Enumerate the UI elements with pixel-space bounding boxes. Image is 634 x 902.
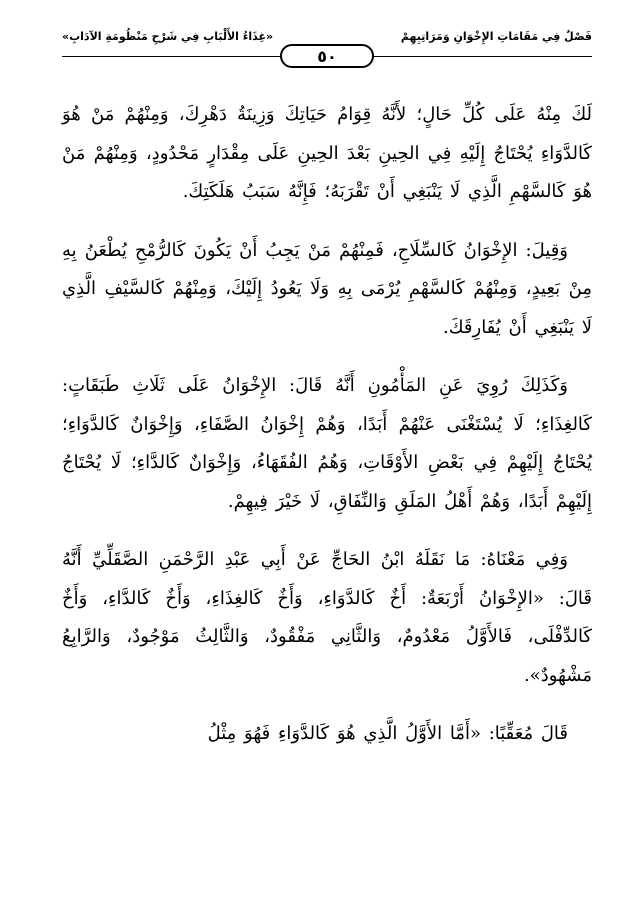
paragraph-text: قَالَ مُعَقِّبًا: «أَمَّا الأَوَّلُ الَّذِي هُوَ كَالدَّوَاءِ فَهُوَ مِثْلُ	[207, 723, 568, 744]
paragraph-text: وَقِيلَ: الإِخْوَانُ كَالسِّلَاحِ، فَمِنْهُمْ مَنْ يَجِبُ أَنْ يَكُونَ كَالرُّمْحِ يُطْعَنُ بِهِ مِنْ بَعِيدٍ، وَمِنْهُمْ كَالسَّهْمِ يُرْمَى بِهِ وَلَا يَعُودُ إِلَيْكَ، وَمِنْهُمْ كَالسَّيْفِ الَّذِي لَا يَنْبَغِي أَنْ يُفَارِقَكَ.	[62, 239, 592, 338]
paragraph	[62, 96, 592, 212]
book-title: «غِذَاءُ الأَلْبَابِ فِي شَرْحِ مَنْظُومَةِ الآدَابِ»	[62, 30, 274, 43]
paragraph	[62, 541, 592, 695]
paragraph	[62, 715, 592, 754]
paragraph-text: وَفِي مَعْنَاهُ: مَا نَقَلَهُ ابْنُ الحَاجِّ عَنْ أَبِي عَبْدِ الرَّحْمَنِ الصَّقَلِّيِّ أَنَّهُ قَالَ: «الإِخْوَانُ أَرْبَعَةٌ: أَخٌ كَالدَّوَاءِ، وَأَخٌ كَالغِذَاءِ، وَأَخٌ كَالدَّاءِ، وَأَخٌ كَالدِّفْلَى، فَالأَوَّلُ مَعْدُومٌ، وَالثَّانِي مَفْقُودٌ، وَالثَّالِثُ مَوْجُودٌ، وَالرَّابِعُ مَشْهُودٌ».	[62, 549, 592, 686]
paragraph-text: لَكَ مِنْهُ عَلَى كُلِّ حَالٍ؛ لأَنَّهُ قِوَامُ حَيَاتِكَ وَزِينَةُ دَهْرِكَ، وَمِنْهُمْ مَنْ هُوَ كَالدَّوَاءِ يُحْتَاجُ إِلَيْهِ فِي الحِينِ بَعْدَ الحِينِ عَلَى مِقْدَارٍ مَحْدُودٍ، وَمِنْهُمْ مَنْ هُوَ كَالسَّهْمِ الَّذِي لَا يَنْبَغِي أَنْ تَقْرَبَهُ؛ فَإِنَّهُ سَبَبُ هَلَكَتِكَ.	[62, 104, 592, 202]
chapter-title: فَصْلٌ فِي مَقَامَاتِ الإِخْوَانِ وَمَرَاتِبِهِمْ	[400, 30, 592, 43]
page-number-badge	[280, 44, 374, 68]
paragraph-text: وَكَذَلِكَ رُوِيَ عَنِ المَأْمُونِ أَنَّهُ قَالَ: الإِخْوَانُ عَلَى ثَلَاثِ طَبَقَاتٍ: كَالغِذَاءِ؛ لَا يُسْتَغْنَى عَنْهُمْ أَبَدًا، وَهُمْ إِخْوَانُ الصَّفَاءِ، وَإِخْوَانٌ كَالدَّوَاءِ؛ يُحْتَاجُ إِلَيْهِمْ فِي بَعْضِ الأَوْقَاتِ، وَهُمُ الفُقَهَاءُ، وَإِخْوَانٌ كَالدَّاءِ؛ لَا يُحْتَاجُ إِلَيْهِمْ أَبَدًا، وَهُمْ أَهْلُ المَلَقِ وَالنِّفَاقِ، لَا خَيْرَ فِيهِمْ.	[62, 375, 592, 512]
page-number: ٥٠	[317, 46, 337, 66]
paragraph	[62, 367, 592, 521]
body-text	[62, 96, 592, 774]
paragraph	[62, 232, 592, 348]
running-header	[62, 26, 592, 70]
